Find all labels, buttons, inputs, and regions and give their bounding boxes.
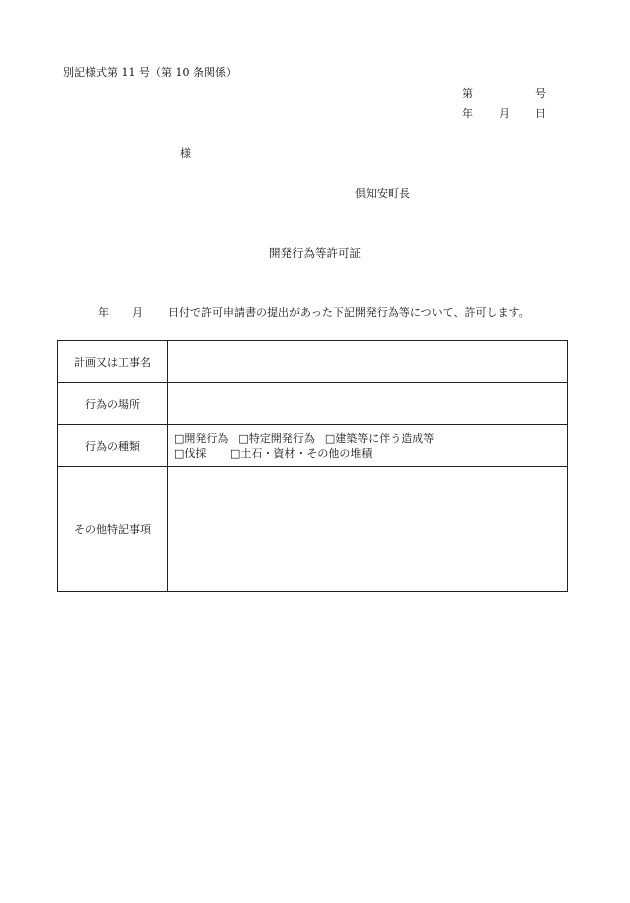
option-grading-for-construction[interactable]: □建築等に伴う造成等: [324, 431, 435, 445]
body-statement-text: 日付で許可申請書の提出があった下記開発行為等について、許可します。: [168, 306, 530, 319]
form-number: 別記様式第 11 号（第 10 条関係）: [63, 66, 237, 79]
date-year-label: 年: [462, 107, 473, 120]
table-row: [58, 341, 568, 383]
body-statement: [98, 306, 530, 319]
permit-detail-table: [57, 340, 568, 592]
addressee-honorific: 様: [180, 147, 191, 160]
other-notes-field[interactable]: [168, 467, 568, 592]
issuer-name: 倶知安町長: [355, 187, 410, 200]
table-row: [58, 425, 568, 467]
option-material-stockpiling[interactable]: □土石・資材・その他の堆積: [230, 446, 373, 460]
row-label-project-name: 計画又は工事名: [58, 341, 168, 383]
option-logging[interactable]: □伐採: [174, 446, 207, 460]
date-day-label: 日: [535, 107, 546, 120]
body-month-label: 月: [132, 306, 143, 319]
document-number-prefix: 第: [462, 87, 473, 100]
date-month-label: 月: [499, 107, 510, 120]
option-specific-development[interactable]: □特定開発行為: [238, 431, 315, 445]
table-row: [58, 467, 568, 592]
row-label-other-notes: その他特記事項: [58, 467, 168, 592]
row-label-location: 行為の場所: [58, 383, 168, 425]
row-label-activity-type: 行為の種類: [58, 425, 168, 467]
project-name-field[interactable]: [168, 341, 568, 383]
body-year-label: 年: [98, 306, 109, 319]
document-number-suffix: 号: [535, 87, 546, 100]
table-row: [58, 383, 568, 425]
activity-type-options: [168, 425, 568, 467]
location-field[interactable]: [168, 383, 568, 425]
option-development[interactable]: □開発行為: [174, 431, 229, 445]
document-title: 開発行為等許可証: [269, 246, 361, 260]
